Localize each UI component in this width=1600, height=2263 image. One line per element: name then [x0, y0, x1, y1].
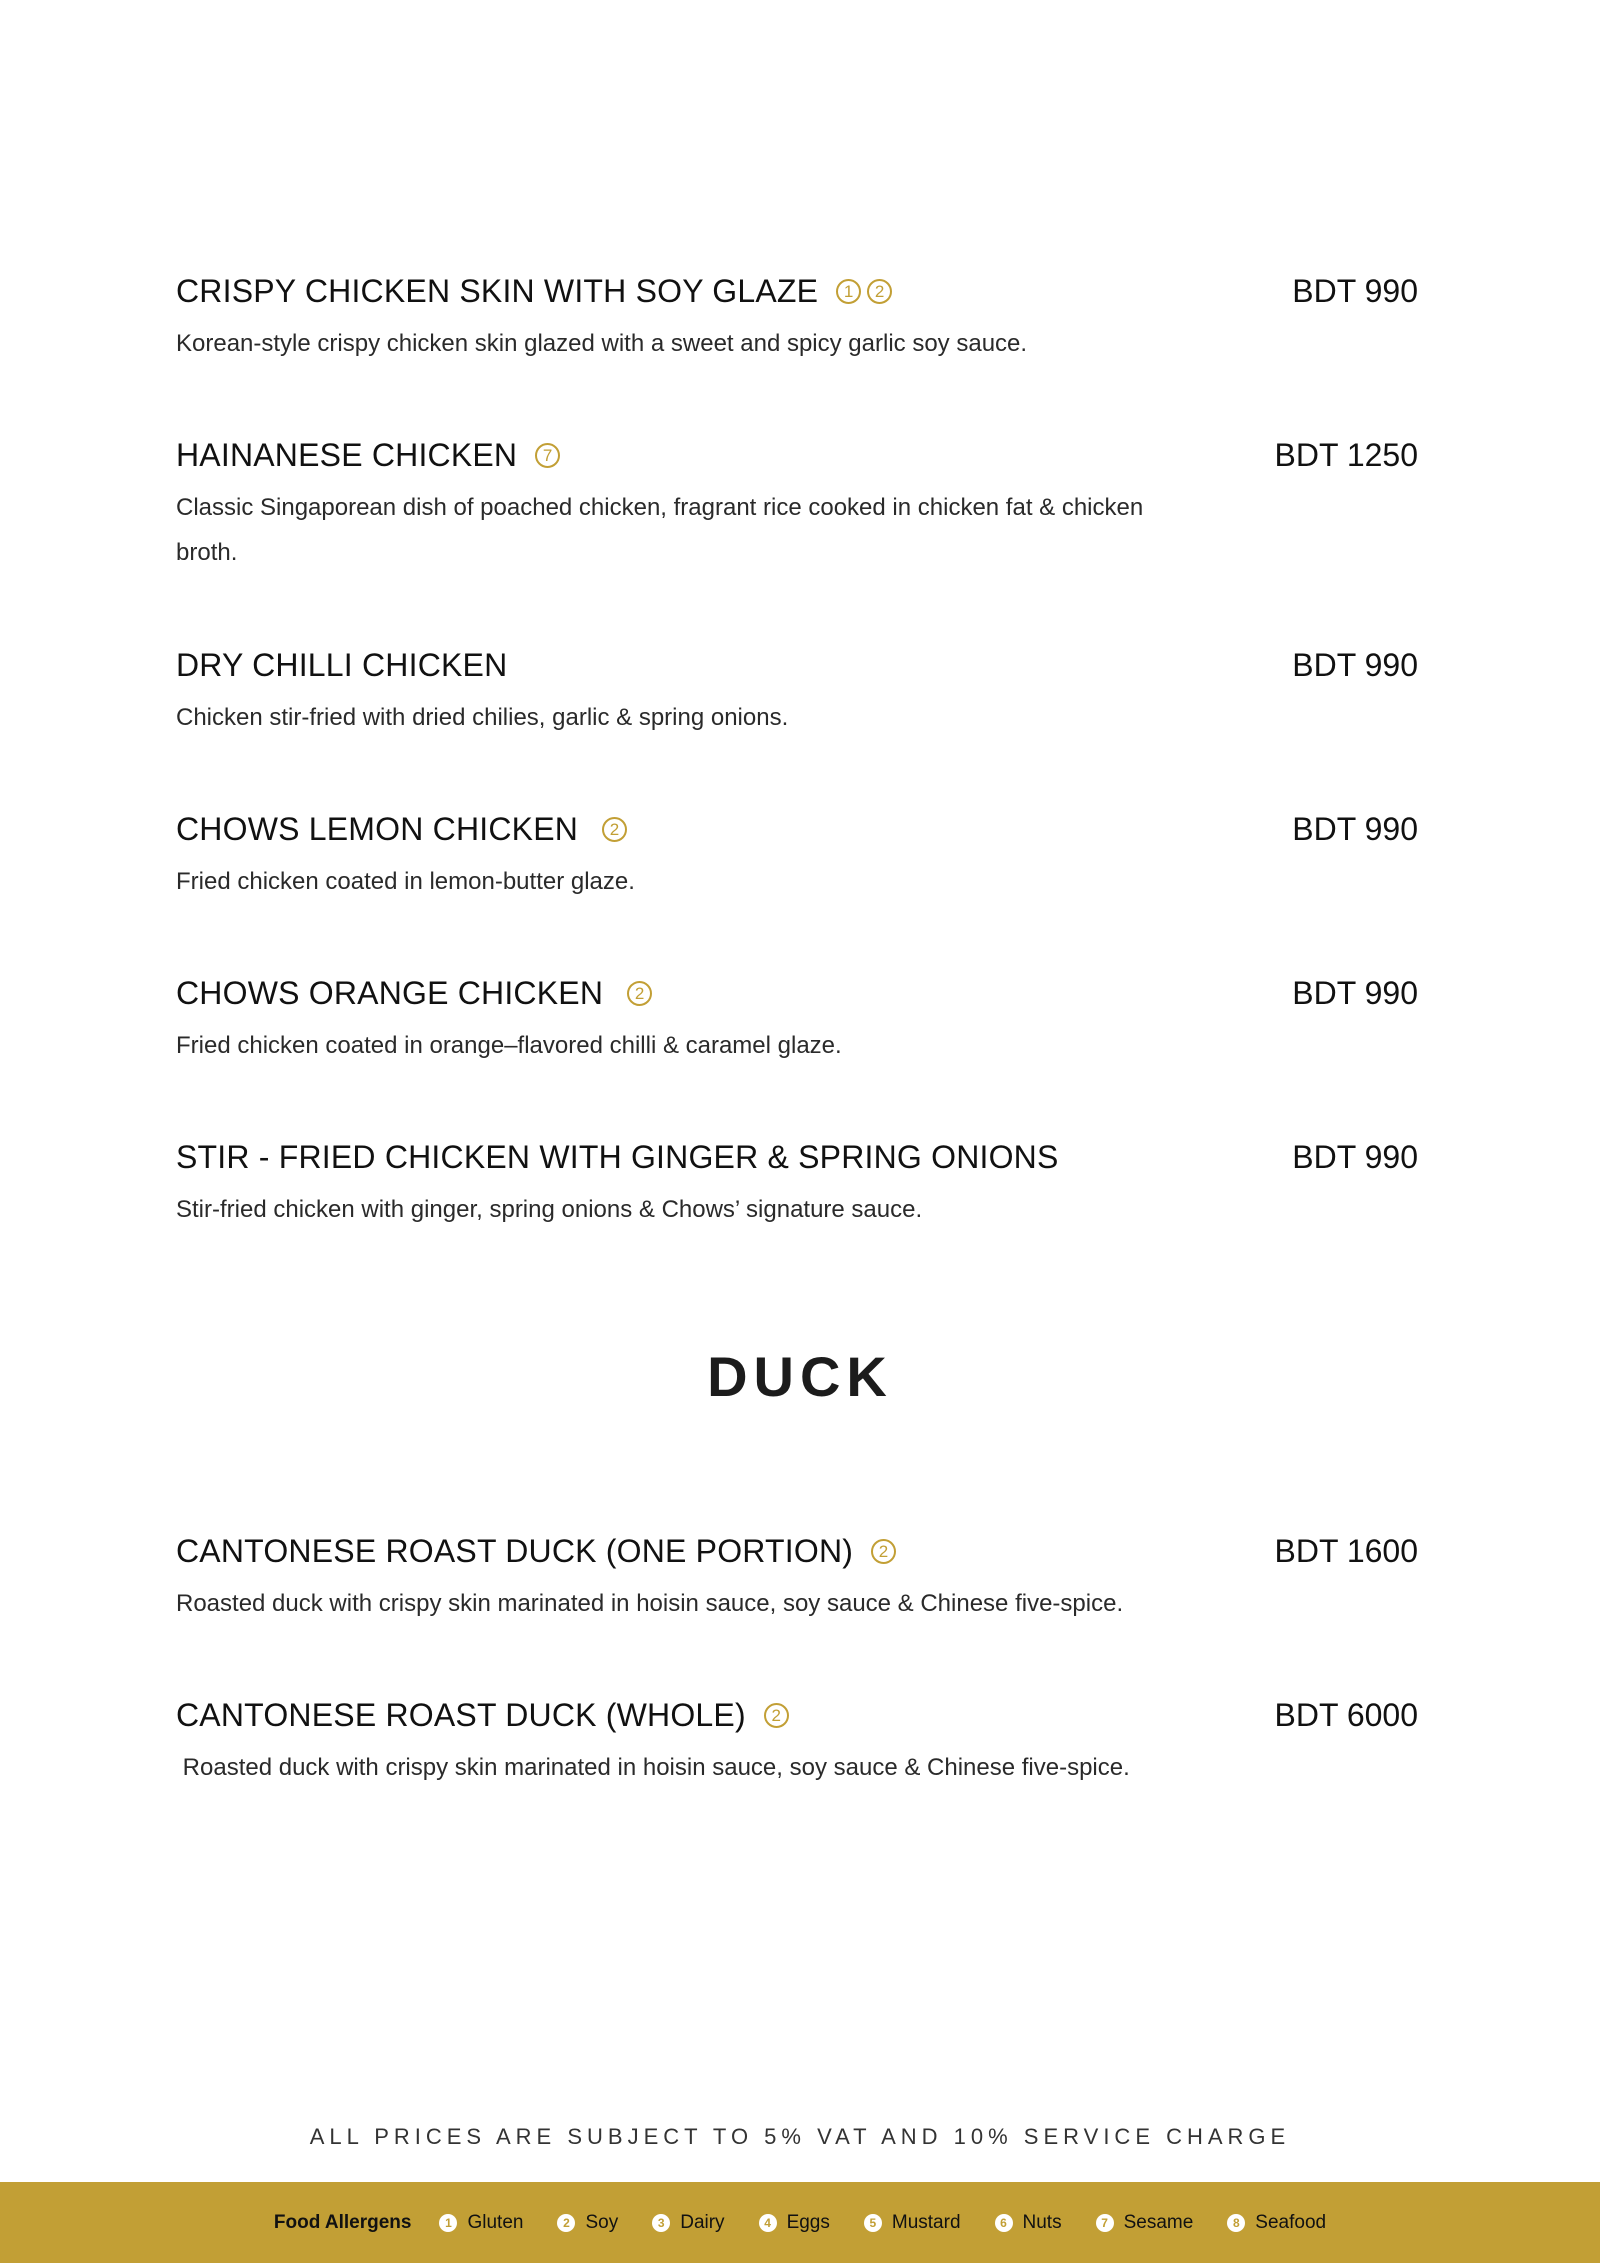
item-name-row [176, 435, 560, 475]
allergen-legend-title: Food Allergens [273, 2211, 412, 2233]
item-price: BDT 1600 [1274, 1533, 1418, 1569]
allergen-number-icon: 4 [759, 2214, 777, 2232]
item-head [176, 1531, 1418, 1571]
allergen-number-icon: 2 [557, 2214, 575, 2232]
allergen-markers [871, 1539, 896, 1564]
menu-item-hainanese-chicken [176, 435, 1418, 575]
allergen-marker-icon: 2 [602, 817, 627, 842]
item-name-row [176, 271, 892, 311]
item-name: CHOWS LEMON CHICKEN [176, 811, 579, 847]
legend-entry-gluten [439, 2212, 523, 2234]
item-name-row [176, 973, 652, 1013]
item-price: BDT 990 [1292, 975, 1418, 1011]
item-head [176, 271, 1418, 311]
vat-service-note: ALL PRICES ARE SUBJECT TO 5% VAT AND 10% SERVICE CHARGE [309, 2124, 1291, 2149]
legend-label: Sesame [1123, 2211, 1194, 2233]
item-description: Fried chicken coated in orange–flavored chilli & caramel glaze. [176, 1032, 842, 1059]
item-name-row [176, 1531, 896, 1571]
menu-item-stir-fried-chicken [176, 1137, 1418, 1232]
legend-label: Eggs [786, 2211, 830, 2233]
allergen-markers [764, 1703, 789, 1728]
item-price: BDT 6000 [1274, 1697, 1418, 1733]
item-name: CRISPY CHICKEN SKIN WITH SOY GLAZE [176, 273, 819, 309]
item-name: HAINANESE CHICKEN [176, 437, 518, 473]
legend-entry-sesame [1096, 2212, 1194, 2234]
menu-item-crispy-chicken-skin [176, 271, 1418, 366]
item-description: Stir-fried chicken with ginger, spring onions & Chows’ signature sauce. [176, 1196, 923, 1223]
item-description: Roasted duck with crispy skin marinated in hoisin sauce, soy sauce & Chinese five-spice. [176, 1590, 1124, 1617]
legend-entry-mustard [864, 2212, 961, 2234]
item-price: BDT 990 [1292, 1139, 1418, 1175]
item-price: BDT 990 [1292, 273, 1418, 309]
allergen-marker-icon: 7 [535, 443, 560, 468]
item-name-row [176, 645, 507, 685]
legend-entry-nuts [995, 2212, 1062, 2234]
allergen-number-icon: 1 [439, 2214, 457, 2232]
legend-entry-eggs [759, 2212, 830, 2234]
allergen-marker-icon: 2 [764, 1703, 789, 1728]
legend-label: Nuts [1022, 2211, 1062, 2233]
item-name-row [176, 1137, 1059, 1177]
item-price: BDT 990 [1292, 647, 1418, 683]
item-head [176, 809, 1418, 849]
allergen-number-icon: 6 [995, 2214, 1013, 2232]
allergen-marker-icon: 2 [871, 1539, 896, 1564]
allergen-marker-icon: 2 [627, 981, 652, 1006]
legend-entry-dairy [652, 2212, 724, 2234]
legend-label: Soy [585, 2211, 619, 2233]
menu-item-chows-lemon-chicken [176, 809, 1418, 904]
section-title-duck: DUCK [707, 1345, 893, 1408]
item-name: CANTONESE ROAST DUCK (WHOLE) [176, 1697, 746, 1733]
item-name: CANTONESE ROAST DUCK (ONE PORTION) [176, 1533, 854, 1569]
item-head [176, 435, 1418, 475]
menu-item-roast-duck-portion [176, 1531, 1418, 1626]
allergen-number-icon: 8 [1227, 2214, 1245, 2232]
item-head [176, 1695, 1418, 1735]
allergen-number-icon: 5 [864, 2214, 882, 2232]
allergen-marker-icon: 2 [867, 279, 892, 304]
item-name: STIR - FRIED CHICKEN WITH GINGER & SPRING ONIONS [176, 1139, 1059, 1175]
menu-item-roast-duck-whole [176, 1695, 1418, 1790]
item-description: Roasted duck with crispy skin marinated in hoisin sauce, soy sauce & Chinese five-spice. [176, 1754, 1130, 1781]
menu-item-dry-chilli-chicken [176, 645, 1418, 740]
item-description: Chicken stir-fried with dried chilies, garlic & spring onions. [176, 704, 789, 731]
allergen-markers [535, 443, 560, 468]
item-description: Classic Singaporean dish of poached chicken, fragrant rice cooked in chicken fat & chicken broth. [176, 494, 1144, 566]
item-name-row [176, 809, 627, 849]
item-price: BDT 1250 [1274, 437, 1418, 473]
item-name: CHOWS ORANGE CHICKEN [176, 975, 604, 1011]
menu-item-chows-orange-chicken [176, 973, 1418, 1068]
legend-label: Gluten [467, 2211, 524, 2233]
allergen-markers [627, 981, 652, 1006]
allergen-markers [602, 817, 627, 842]
item-head [176, 973, 1418, 1013]
legend-label: Seafood [1255, 2211, 1327, 2233]
allergen-legend-bar [0, 2182, 1600, 2263]
item-price: BDT 990 [1292, 811, 1418, 847]
item-head [176, 1137, 1418, 1177]
item-description: Fried chicken coated in lemon-butter glaze. [176, 868, 635, 895]
item-description: Korean-style crispy chicken skin glazed with a sweet and spicy garlic soy sauce. [176, 330, 1028, 357]
allergen-markers [836, 279, 892, 304]
allergen-number-icon: 7 [1096, 2214, 1114, 2232]
legend-label: Dairy [680, 2211, 725, 2233]
item-name: DRY CHILLI CHICKEN [176, 647, 508, 683]
allergen-number-icon: 3 [652, 2214, 670, 2232]
item-name-row [176, 1695, 789, 1735]
legend-entry-seafood [1227, 2212, 1326, 2234]
item-head [176, 645, 1418, 685]
legend-entry-soy [557, 2212, 618, 2234]
allergen-marker-icon: 1 [836, 279, 861, 304]
legend-label: Mustard [891, 2211, 961, 2233]
